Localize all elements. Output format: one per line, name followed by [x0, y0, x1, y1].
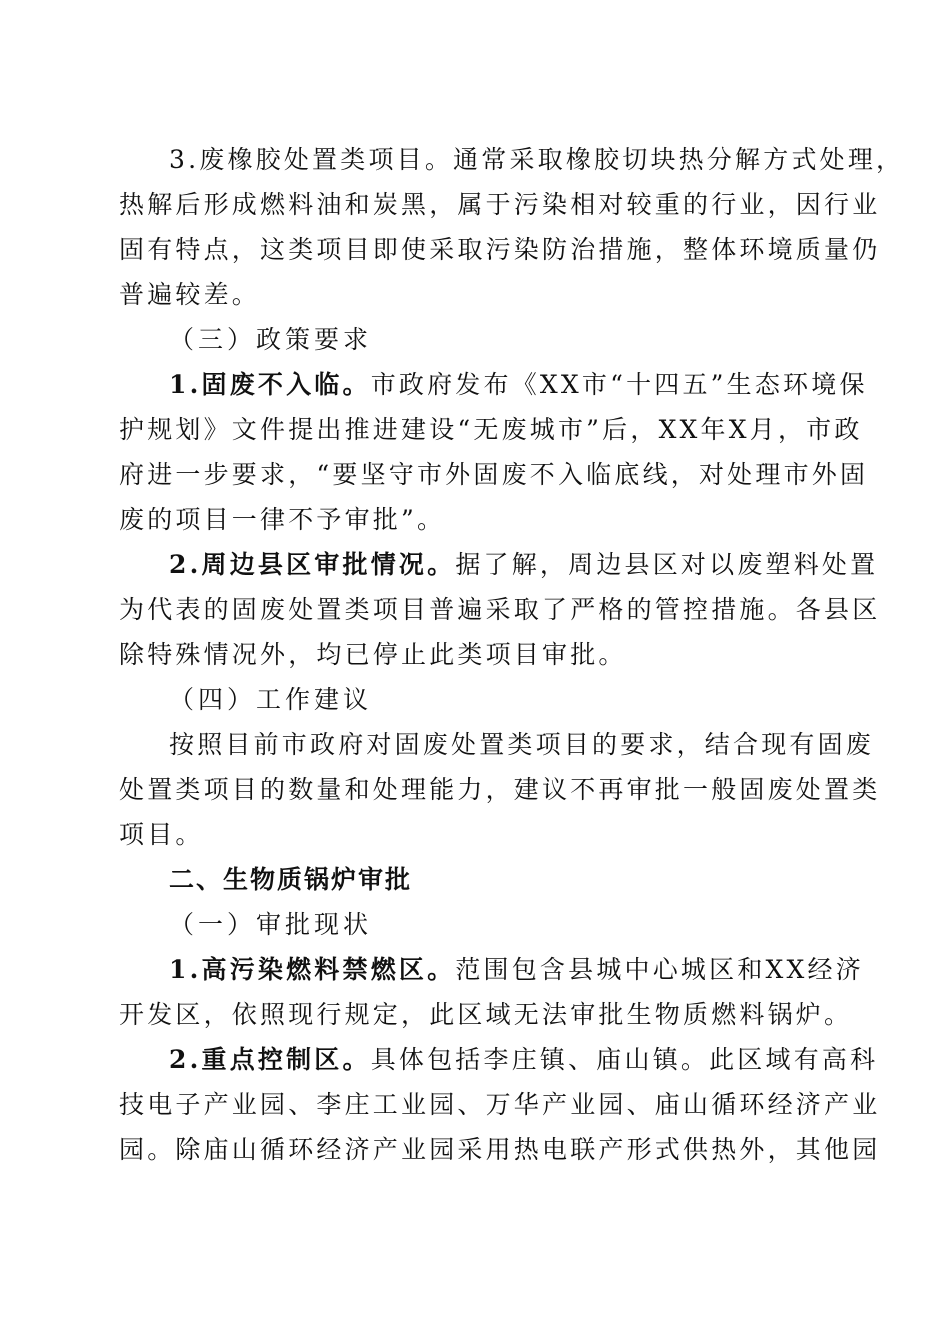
paragraph-line: 固有特点，这类项目即使采取污染防治措施，整体环境质量仍	[119, 235, 881, 264]
section-heading-status: （一）审批现状	[169, 910, 373, 939]
paragraph-line: 热解后形成燃料油和炭黑，属于污染相对较重的行业，因行业	[119, 190, 881, 219]
paragraph-line	[169, 370, 868, 400]
paragraph-text: 具体包括李庄镇、庙山镇。此区域有高科	[370, 1045, 879, 1074]
paragraph-line: 园。除庙山循环经济产业园采用热电联产形式供热外，其他园	[119, 1135, 881, 1164]
paragraph-line: 开发区，依照现行规定，此区域无法审批生物质燃料锅炉。	[119, 1000, 853, 1029]
paragraph-line: 护规划》文件提出推进建设“无废城市”后，XX年X月，市政	[119, 415, 863, 444]
paragraph-line: 府进一步要求，“要坚守市外固废不入临底线，对处理市外固	[119, 460, 869, 489]
paragraph-lead: 1.高污染燃料禁燃区。	[169, 955, 456, 984]
paragraph-line: 处置类项目的数量和处理能力，建议不再审批一般固废处置类	[119, 775, 881, 804]
paragraph-line: 普遍较差。	[119, 280, 261, 309]
paragraph-text: 范围包含县城中心城区和XX经济	[455, 955, 864, 984]
paragraph-line: 3.废橡胶处置类项目。通常采取橡胶切块热分解方式处理，	[169, 145, 905, 174]
paragraph-line: 除特殊情况外，均已停止此类项目审批。	[119, 640, 627, 669]
chapter-heading: 二、生物质锅炉审批	[169, 865, 413, 894]
paragraph-line	[169, 550, 879, 580]
paragraph-line: 项目。	[119, 820, 204, 849]
paragraph-lead: 2.周边县区审批情况。	[169, 550, 456, 579]
paragraph-lead: 2.重点控制区。	[169, 1045, 371, 1074]
paragraph-line: 为代表的固废处置类项目普遍采取了严格的管控措施。各县区	[119, 595, 881, 624]
paragraph-line: 技电子产业园、李庄工业园、万华产业园、庙山循环经济产业	[119, 1090, 881, 1119]
paragraph-line	[169, 1045, 879, 1075]
paragraph-line: 按照目前市政府对固废处置类项目的要求，结合现有固废	[169, 730, 875, 759]
paragraph-line	[169, 955, 864, 985]
paragraph-lead: 1.固废不入临。	[169, 370, 371, 399]
section-heading-suggestion: （四）工作建议	[169, 685, 373, 714]
section-heading-policy: （三）政策要求	[169, 325, 373, 354]
paragraph-line: 废的项目一律不予审批”。	[119, 505, 446, 534]
paragraph-text: 据了解，周边县区对以废塑料处置	[455, 550, 879, 579]
paragraph-text: 市政府发布《XX市“十四五”生态环境保	[370, 370, 868, 399]
